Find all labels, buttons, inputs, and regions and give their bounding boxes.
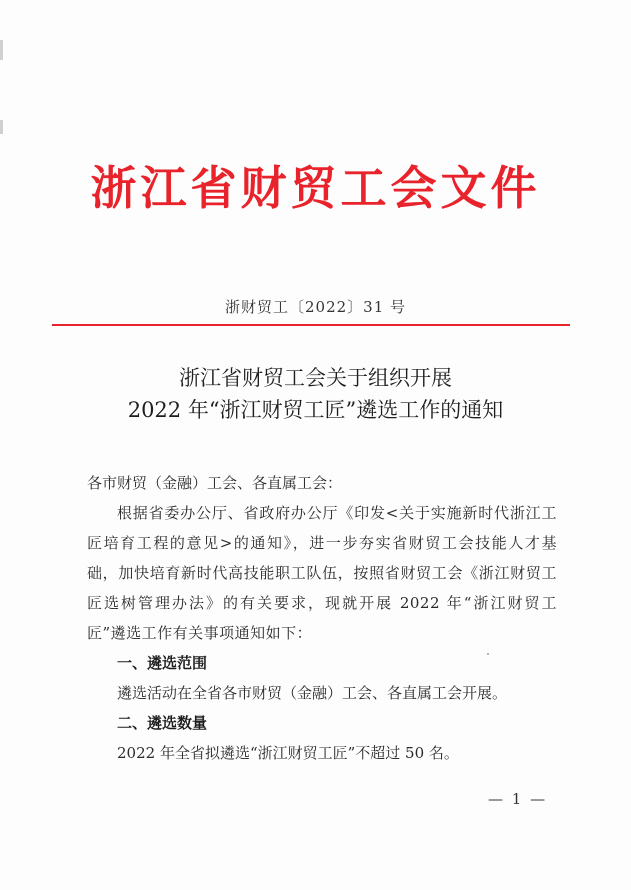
notice-title-line-1: 浙江省财贸工会关于组织开展 xyxy=(179,366,452,390)
section-1-heading: 一、遴选范围 xyxy=(117,654,208,672)
scan-edge-mark xyxy=(0,40,3,60)
scan-edge-mark xyxy=(0,120,3,134)
page-number: — 1 — xyxy=(488,790,548,808)
section-1-body: 遴选活动在全省各市财贸（金融）工会、各直属工会开展。 xyxy=(117,684,508,702)
document-body xyxy=(87,468,557,768)
intro-paragraph: 根据省委办公厅、省政府办公厅《印发<关于实施新时代浙江工匠培育工程的意见>的通知》，进一步夯实省财贸工会技能人才基础，加快培育新时代高技能职工队伍，按照省财贸工会《浙江财贸工匠选树管理办法》的有关要求，现就开展 2022 年“浙江财贸工匠”遴选工作有关事项通知如下： xyxy=(87,504,557,642)
notice-title xyxy=(0,362,631,426)
addressee-line: 各市财贸（金融）工会、各直属工会： xyxy=(87,474,343,492)
red-divider-line xyxy=(52,324,570,326)
document-header-title: 浙江省财贸工会文件 xyxy=(90,161,541,215)
document-number: 浙财贸工〔2022〕31 号 xyxy=(224,298,407,316)
section-2-body: 2022 年全省拟遴选“浙江财贸工匠”不超过 50 名。 xyxy=(117,744,459,762)
notice-title-line-2: 2022 年“浙江财贸工匠”遴选工作的通知 xyxy=(127,398,504,422)
section-2-heading: 二、遴选数量 xyxy=(117,714,208,732)
